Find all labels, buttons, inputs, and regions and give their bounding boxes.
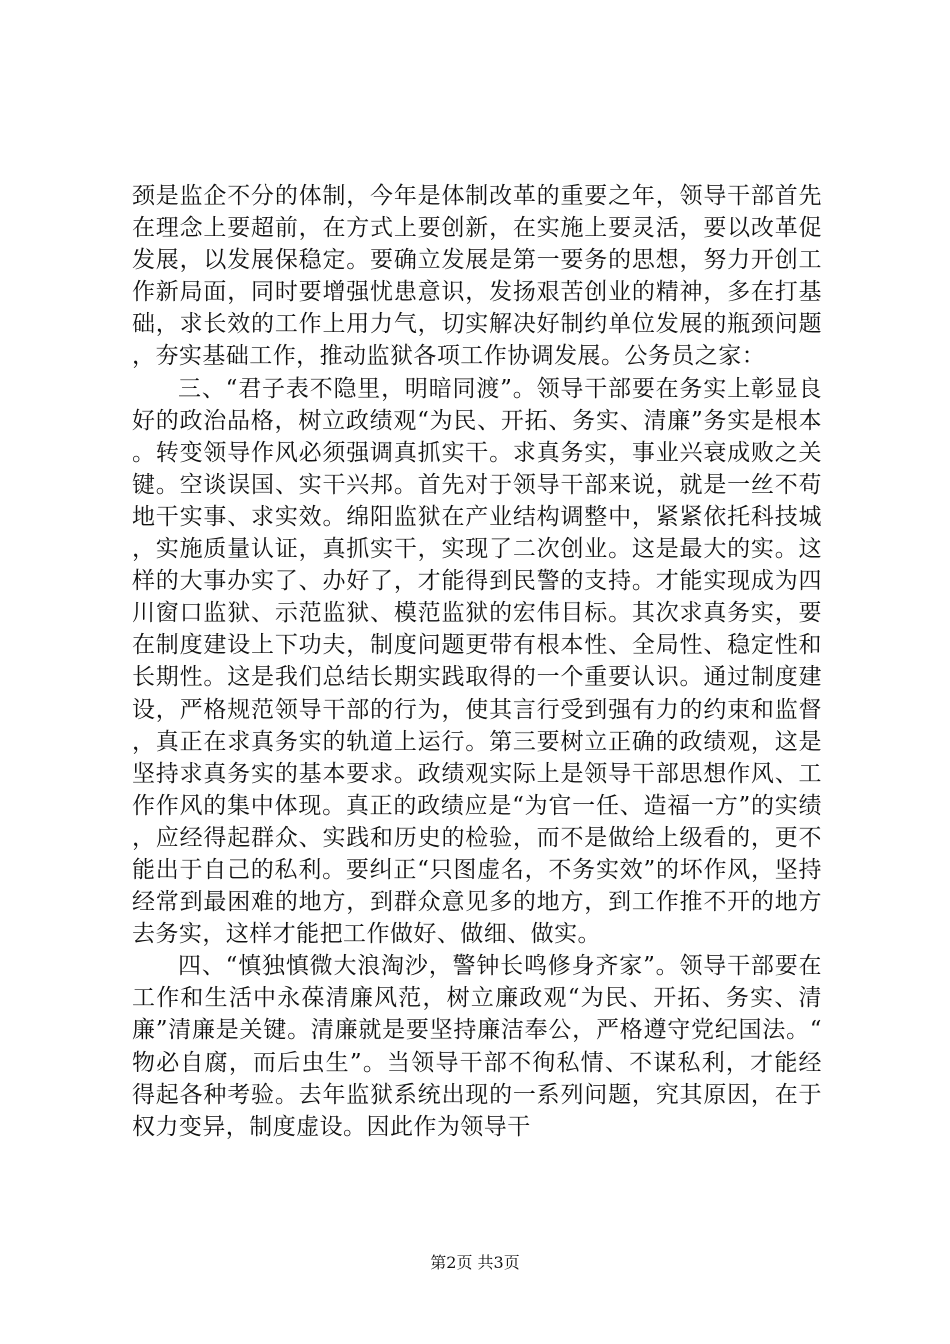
page-number-footer: 第2页 共3页 [430,1253,520,1272]
paragraph-continuation: 颈是监企不分的体制，今年是体制改革的重要之年，领导干部首先在理念上要超前，在方式上要创新，在实施上要灵活，要以改革促发展，以发展保稳定。要确立发展是第一要务的思想，努力开创工作新局面，同时要增强忧患意识，发扬艰苦创业的精神，多在打基础，求长效的工作上用力气，切实解决好制约单位发展的瓶颈问题，夯实基础工作，推动监狱各项工作协调发展。公务员之家： [132,183,822,370]
paragraph-section-three: 三、“君子表不隐里，明暗同渡”。领导干部要在务实上彰显良好的政治品格，树立政绩观“为民、开拓、务实、清廉”务实是根本。转变领导作风必须强调真抓实干。求真务实，事业兴衰成败之关键。空谈误国、实干兴邦。首先对于领导干部来说，就是一丝不苟地干实事、求实效。绵阳监狱在产业结构调整中，紧紧依托科技城，实施质量认证，真抓实干，实现了二次创业。这是最大的实。这样的大事办实了、办好了，才能得到民警的支持。才能实现成为四川窗口监狱、示范监狱、模范监狱的宏伟目标。其次求真务实，要在制度建设上下功夫，制度问题更带有根本性、全局性、稳定性和长期性。这是我们总结长期实践取得的一个重要认识。通过制度建设，严格规范领导干部的行为，使其言行受到强有力的约束和监督，真正在求真务实的轨道上运行。第三要树立正确的政绩观，这是坚持求真务实的基本要求。政绩观实际上是领导干部思想作风、工作作风的集中体现。真正的政绩应是“为官一任、造福一方”的实绩，应经得起群众、实践和历史的检验，而不是做给上级看的，更不能出于自己的私利。要纠正“只图虚名，不务实效”的坏作风，坚持经常到最困难的地方，到群众意见多的地方，到工作推不开的地方去务实，这样才能把工作做好、做细、做实。 [132,375,822,948]
paragraph-section-four: 四、“慎独慎微大浪淘沙，警钟长鸣修身齐家”。领导干部要在工作和生活中永葆清廉风范，树立廉政观“为民、开拓、务实、清廉”清廉是关键。清廉就是要坚持廉洁奉公，严格遵守党纪国法。“物必自腐，而后虫生”。当领导干部不徇私情、不谋私利，才能经得起各种考验。去年监狱系统出现的一系列问题，究其原因，在于权力变异，制度虚设。因此作为领导干 [132,953,822,1140]
document-body [132,180,822,1143]
